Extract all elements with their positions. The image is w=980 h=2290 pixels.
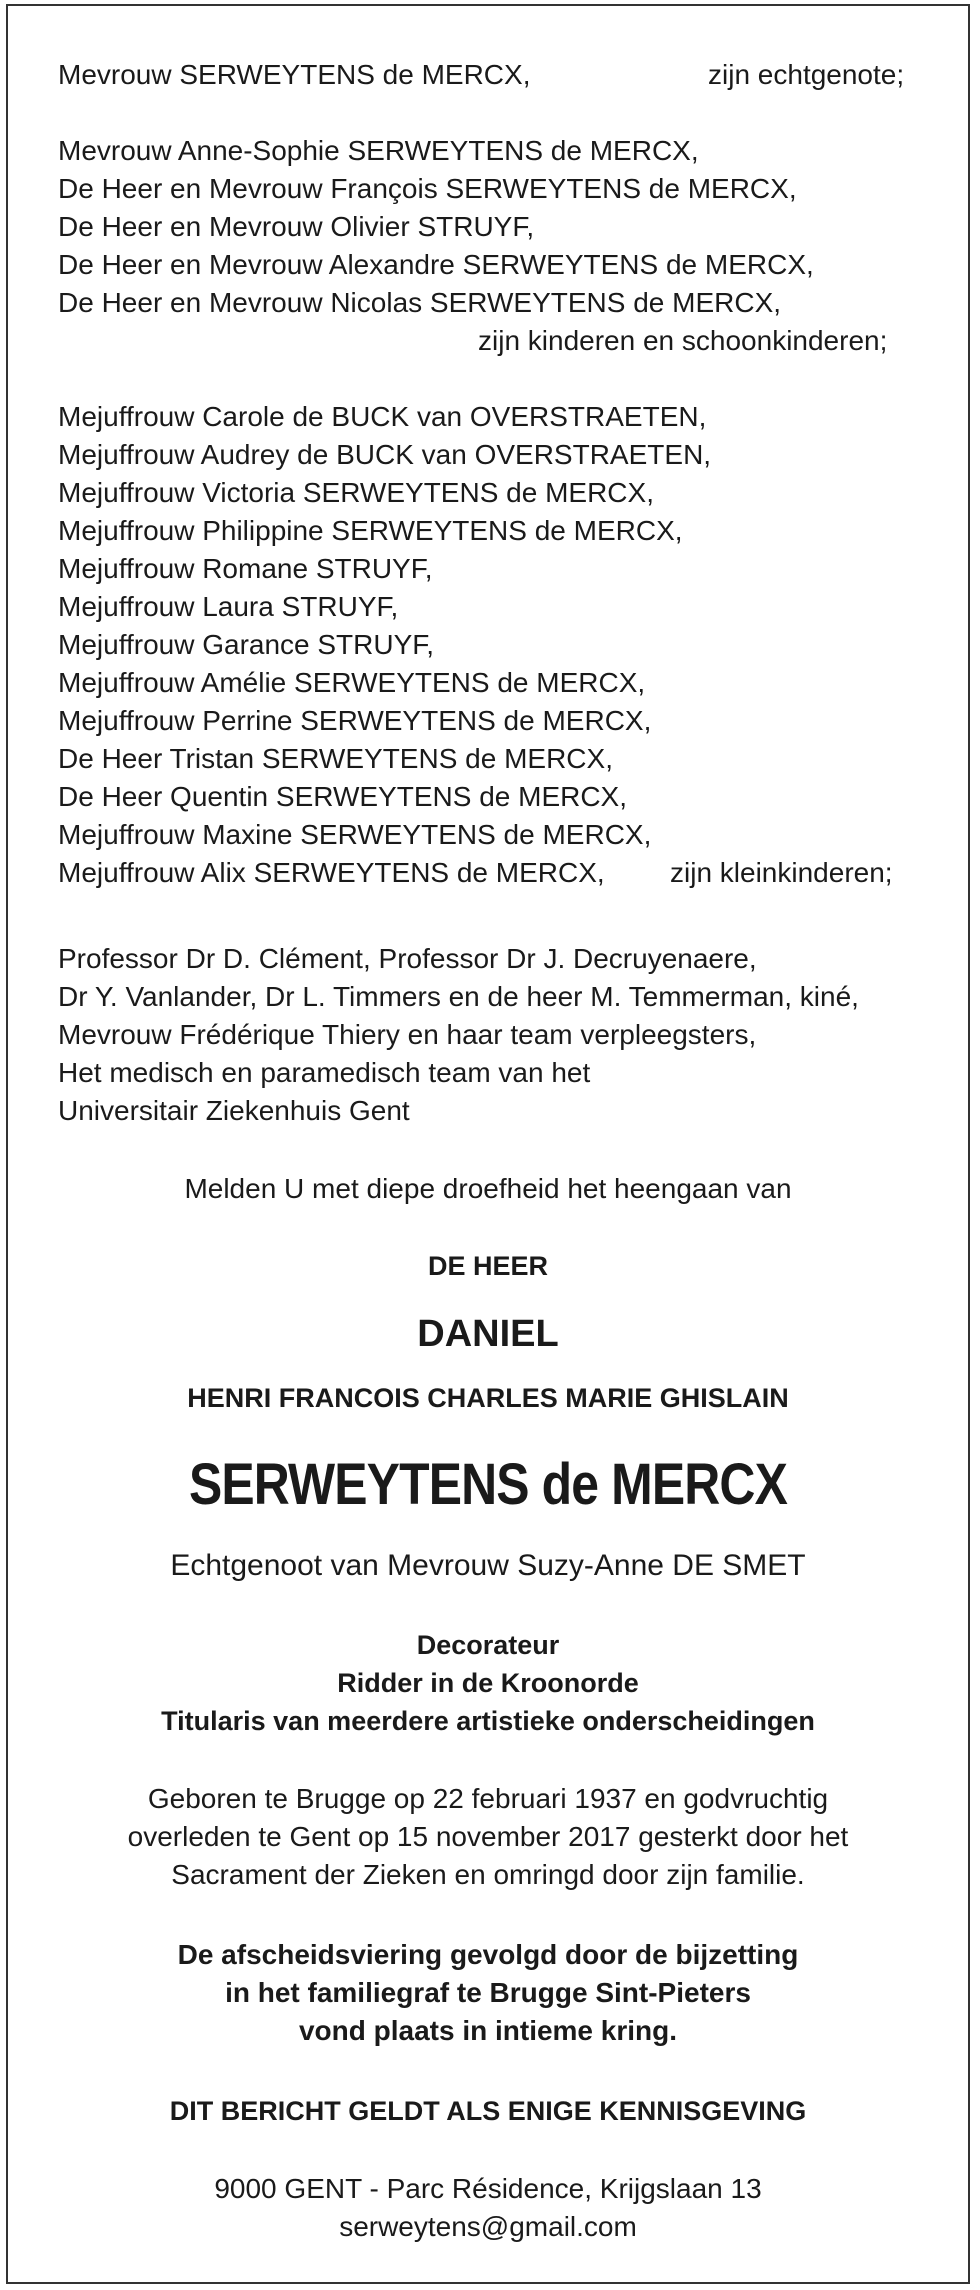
life-line: Sacrament der Zieken en omringd door zijn familie. [171,1859,805,1890]
contact-address: 9000 GENT - Parc Résidence, Krijgslaan 13 [214,2173,762,2204]
grandchild-line: Mejuffrouw Romane STRUYF, [58,553,433,584]
obituary-card [6,4,970,2284]
children-relation: zijn kinderen en schoonkinderen; [478,325,888,356]
ceremony-line: De afscheidsviering gevolgd door de bijzetting [177,1939,799,1970]
deceased-title: DE HEER [427,1251,549,1281]
child-line: De Heer en Mevrouw François SERWEYTENS de MERCX, [58,173,797,204]
medical-section [58,940,938,1130]
grandchild-line: Mejuffrouw Carole de BUCK van OVERSTRAETEN, [58,401,707,432]
grandchild-line: De Heer Tristan SERWEYTENS de MERCX, [58,743,613,774]
distinction-line: Decorateur [416,1630,560,1660]
life-line: Geboren te Brugge op 22 februari 1937 en godvruchtig [147,1783,829,1814]
distinction-line: Titularis van meerdere artistieke onderscheidingen [161,1706,815,1736]
ceremony-details [8,1936,968,2050]
child-line: De Heer en Mevrouw Nicolas SERWEYTENS de MERCX, [58,287,782,318]
announcement: Melden U met diepe droefheid het heengaan van [184,1173,792,1204]
contact-email: serweytens@gmail.com [339,2211,637,2242]
spouse-section [58,56,938,94]
grandchildren-relation: zijn kleinkinderen; [670,857,893,888]
ceremony-line: vond plaats in intieme kring. [298,2015,678,2046]
medical-line: Dr Y. Vanlander, Dr L. Timmers en de heer M. Temmerman, kiné, [58,981,859,1012]
grandchild-line: Mejuffrouw Perrine SERWEYTENS de MERCX, [58,705,652,736]
deceased-spouse-line: Echtgenoot van Mevrouw Suzy-Anne DE SMET [170,1549,806,1582]
spouse-relation: zijn echtgenote; [708,59,905,90]
grandchild-line: Mejuffrouw Garance STRUYF, [58,629,435,660]
child-line: De Heer en Mevrouw Alexandre SERWEYTENS de MERCX, [58,249,814,280]
child-line: De Heer en Mevrouw Olivier STRUYF, [58,211,535,242]
deceased-middle-names: HENRI FRANCOIS CHARLES MARIE GHISLAIN [187,1383,789,1413]
spouse-name: Mevrouw SERWEYTENS de MERCX, [58,59,531,90]
grandchild-line: Mejuffrouw Audrey de BUCK van OVERSTRAETEN, [58,439,712,470]
grandchild-line: De Heer Quentin SERWEYTENS de MERCX, [58,781,628,812]
grandchild-line: Mejuffrouw Philippine SERWEYTENS de MERCX, [58,515,683,546]
ceremony-line: in het familiegraf te Brugge Sint-Pieters [225,1977,751,2008]
grandchild-line: Mejuffrouw Maxine SERWEYTENS de MERCX, [58,819,652,850]
deceased-first-name: DANIEL [417,1313,559,1355]
child-line: Mevrouw Anne-Sophie SERWEYTENS de MERCX, [58,135,699,166]
grandchildren-section [58,398,938,892]
grandchild-line: Mejuffrouw Amélie SERWEYTENS de MERCX, [58,667,646,698]
medical-line: Universitair Ziekenhuis Gent [58,1095,410,1126]
life-line: overleden te Gent op 15 november 2017 gesterkt door het [127,1821,849,1852]
distinctions [8,1626,968,1740]
medical-line: Mevrouw Frédérique Thiery en haar team verpleegsters, [58,1019,757,1050]
notice: DIT BERICHT GELDT ALS ENIGE KENNISGEVING [169,2096,807,2126]
life-details [8,1780,968,1894]
contact [8,2170,968,2246]
medical-line: Het medisch en paramedisch team van het [58,1057,591,1088]
deceased-surname: SERWEYTENS de MERCX [188,1452,788,1517]
grandchild-line: Mejuffrouw Victoria SERWEYTENS de MERCX, [58,477,654,508]
distinction-line: Ridder in de Kroonorde [337,1668,639,1698]
medical-line: Professor Dr D. Clément, Professor Dr J. Decruyenaere, [58,943,757,974]
grandchild-line: Mejuffrouw Laura STRUYF, [58,591,399,622]
grandchild-line: Mejuffrouw Alix SERWEYTENS de MERCX, [58,857,605,888]
children-section [58,132,938,360]
